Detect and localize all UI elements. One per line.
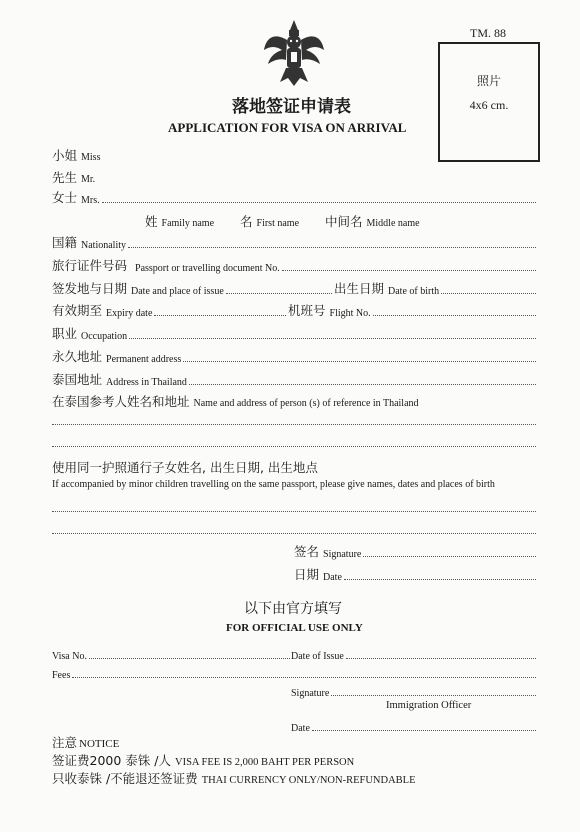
date-field[interactable]: [344, 578, 536, 580]
passport-label-cn: 旅行证件号码: [52, 258, 128, 273]
family-name-label: 姓 Family name: [145, 214, 215, 229]
expiry-row: [52, 301, 286, 319]
date-of-issue-row: [291, 644, 536, 662]
thailand-label-cn: 泰国地址: [52, 372, 103, 387]
signature-row: [294, 542, 536, 560]
fees-label: Fees: [52, 670, 71, 681]
reference-line-1[interactable]: [52, 424, 536, 425]
mr-label-en: Mr.: [81, 174, 96, 185]
signature-field[interactable]: [363, 555, 536, 557]
officer-date-label: Date: [291, 723, 310, 734]
official-title-en: FOR OFFICIAL USE ONLY: [226, 622, 363, 634]
notice-currency: 只收泰铢 /不能退还签证费 THAI CURRENCY ONLY/NON-REFUNDABLE: [52, 771, 416, 786]
photo-label: 照片: [476, 74, 501, 88]
children-label-cn: 使用同一护照通行子女姓名, 出生日期, 出生地点: [52, 460, 318, 475]
reference-label-en: Name and address of person (s) of reference in Thailand: [193, 398, 419, 409]
notice-fee: 签证费2000 泰铢 /人 VISA FEE IS 2,000 BAHT PER PERSON: [52, 753, 355, 768]
nationality-label-cn: 国籍: [52, 235, 78, 250]
date-of-issue-field: [346, 657, 536, 659]
flight-label-en: Flight No.: [329, 308, 371, 319]
occupation-label-en: Occupation: [81, 331, 128, 342]
issue-row: [52, 279, 332, 297]
official-title-cn: 以下由官方填写: [244, 601, 342, 617]
salutation-mr[interactable]: [52, 168, 95, 187]
officer-signature-label: Signature: [291, 688, 330, 699]
fees-field: [72, 676, 536, 678]
children-line-1[interactable]: [52, 511, 536, 512]
form-code: TM. 88: [470, 26, 506, 40]
birth-label-cn: 出生日期: [334, 281, 385, 296]
date-label-cn: 日期: [294, 567, 320, 582]
garuda-emblem: [262, 20, 326, 90]
occupation-row: [52, 324, 536, 342]
expiry-label-en: Expiry date: [106, 308, 153, 319]
signature-label-en: Signature: [323, 549, 362, 560]
issue-label-cn: 签发地与日期: [52, 281, 128, 296]
expiry-label-cn: 有效期至: [52, 303, 103, 318]
officer-signature-field: [331, 694, 536, 696]
date-label-en: Date: [323, 572, 342, 583]
title-cn: 落地签证申请表: [232, 97, 351, 117]
flight-field[interactable]: [373, 314, 536, 316]
thailand-label-en: Address in Thailand: [106, 377, 187, 388]
permanent-label-cn: 永久地址: [52, 349, 103, 364]
mrs-label-cn: 女士: [52, 190, 78, 205]
immigration-officer-label: Immigration Officer: [386, 700, 472, 711]
flight-label-cn: 机班号: [288, 303, 326, 318]
miss-label-en: Miss: [81, 152, 101, 163]
fees-row: [52, 663, 536, 681]
passport-label-en: Passport or travelling document No.: [135, 263, 280, 274]
occupation-label-cn: 职业: [52, 326, 78, 341]
birth-row: [334, 279, 536, 297]
nationality-row: [52, 233, 536, 251]
nationality-field[interactable]: [128, 246, 536, 248]
reference-label-cn: 在泰国参考人姓名和地址: [52, 394, 190, 409]
thailand-address-field[interactable]: [189, 383, 536, 385]
officer-date-field: [312, 729, 536, 731]
issue-field[interactable]: [226, 292, 332, 294]
permanent-label-en: Permanent address: [106, 354, 182, 365]
miss-label-cn: 小姐: [52, 148, 78, 163]
children-label-en: If accompanied by minor children travelling on the same passport, please give names, dates and places of birth: [52, 479, 495, 490]
visa-no-field: [89, 657, 290, 659]
notice-title: 注意 NOTICE: [52, 735, 120, 750]
visa-no-label: Visa No.: [52, 651, 87, 662]
birth-field[interactable]: [441, 292, 536, 294]
permanent-address-row: [52, 347, 536, 365]
passport-row: [52, 256, 536, 274]
flight-row: [288, 301, 536, 319]
children-line-2[interactable]: [52, 533, 536, 534]
visa-no-row: [52, 644, 290, 662]
first-name-label: 名 First name: [240, 214, 300, 229]
photo-box: [438, 42, 540, 162]
middle-name-label: 中间名 Middle name: [325, 214, 420, 229]
salutation-miss[interactable]: [52, 146, 100, 165]
mrs-label-en: Mrs.: [81, 195, 100, 206]
mr-label-cn: 先生: [52, 170, 78, 185]
date-row: [294, 565, 536, 583]
name-field[interactable]: [102, 201, 536, 203]
permanent-address-field[interactable]: [183, 360, 536, 362]
photo-size: 4x6 cm.: [469, 98, 509, 112]
salutation-mrs-row[interactable]: [52, 188, 536, 206]
date-of-issue-label: Date of Issue: [291, 651, 344, 662]
signature-label-cn: 签名: [294, 544, 320, 559]
occupation-field[interactable]: [129, 337, 536, 339]
passport-field[interactable]: [282, 269, 536, 271]
title-en: APPLICATION FOR VISA ON ARRIVAL: [168, 120, 407, 135]
nationality-label-en: Nationality: [81, 240, 127, 251]
expiry-field[interactable]: [154, 314, 286, 316]
birth-label-en: Date of birth: [388, 286, 440, 297]
thailand-address-row: [52, 370, 536, 388]
officer-signature-row: [291, 681, 536, 699]
reference-label: [52, 392, 419, 411]
issue-label-en: Date and place of issue: [131, 286, 224, 297]
reference-line-2[interactable]: [52, 446, 536, 447]
officer-date-row: [291, 716, 536, 734]
